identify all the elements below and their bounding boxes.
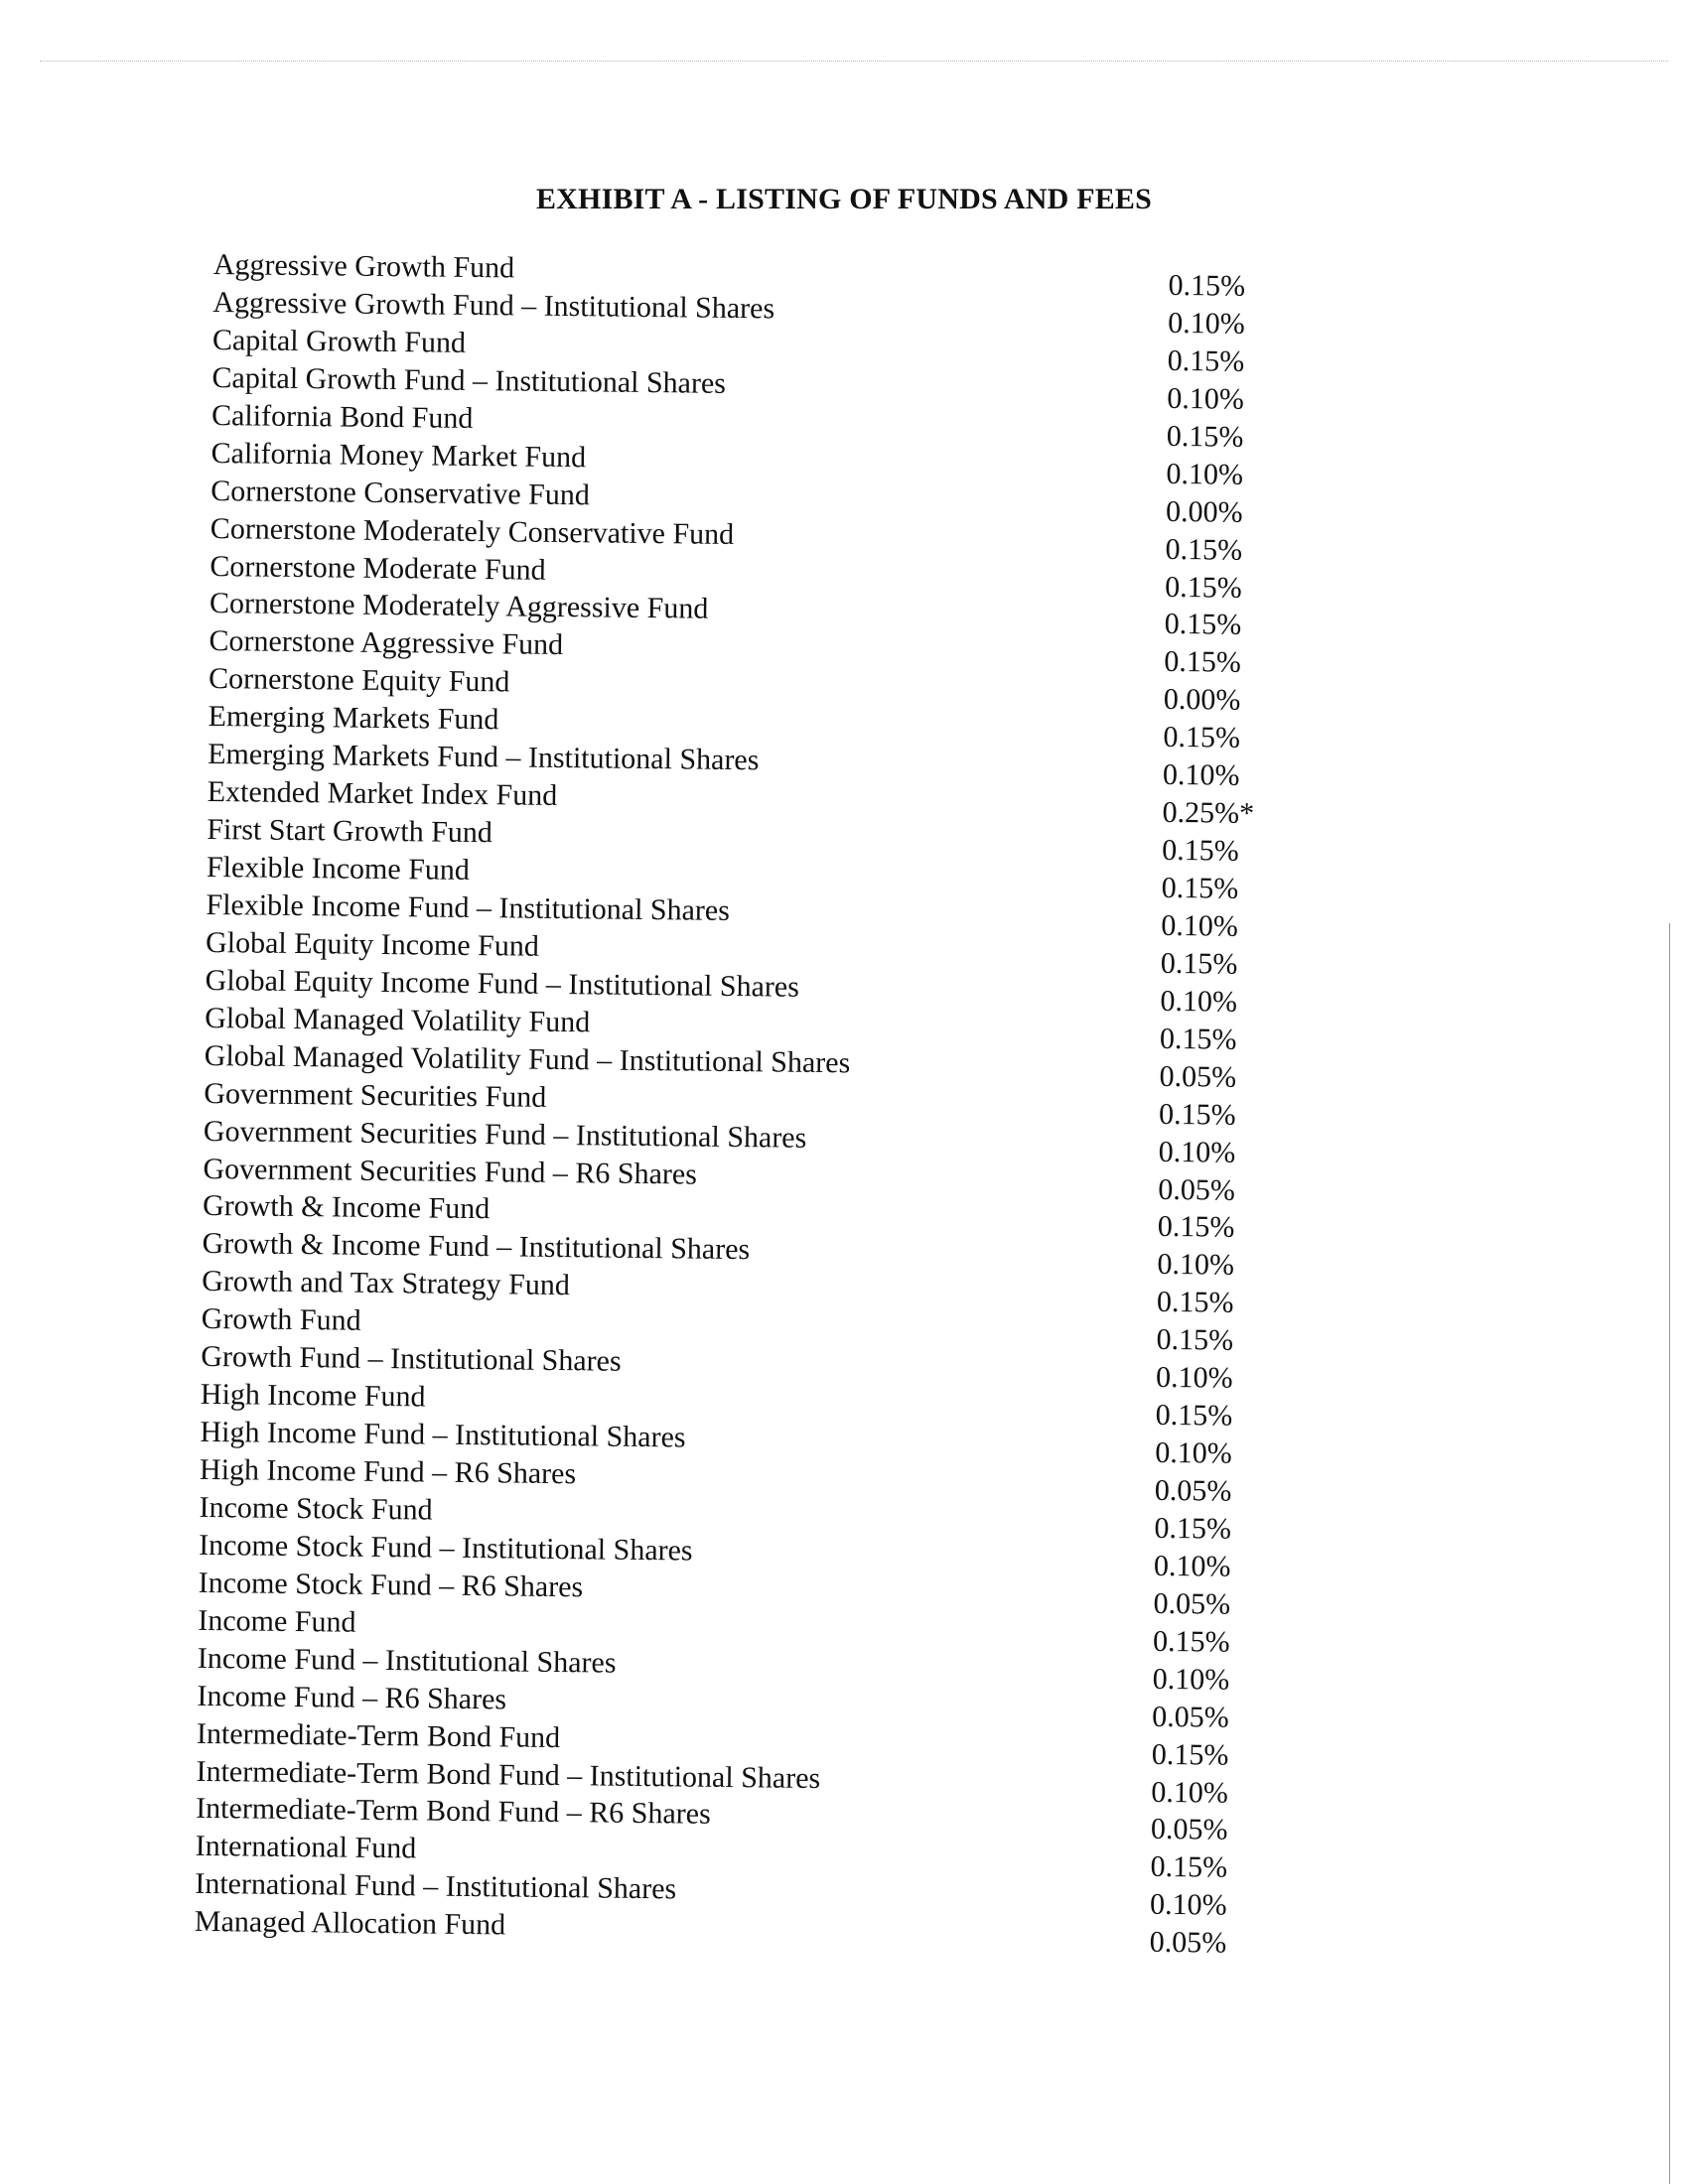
fund-name: Cornerstone Moderately Aggressive Fund xyxy=(209,587,709,626)
fund-fee: 0.15% xyxy=(1158,1097,1236,1132)
fund-name: High Income Fund – Institutional Shares xyxy=(200,1415,686,1454)
fund-fee: 0.15% xyxy=(1167,343,1245,378)
fund-fee: 0.15% xyxy=(1150,1850,1228,1885)
fund-name: International Fund – Institutional Shares xyxy=(195,1867,677,1906)
fund-name: Emerging Markets Fund xyxy=(208,700,499,737)
fund-name: Income Stock Fund – Institutional Shares xyxy=(198,1528,693,1568)
fund-fee: 0.10% xyxy=(1151,1775,1229,1810)
fund-name: Global Managed Volatility Fund xyxy=(205,1001,591,1039)
fund-name: Cornerstone Moderately Conservative Fund xyxy=(210,511,735,551)
fund-fee: 0.15% xyxy=(1152,1624,1230,1659)
fund-fee: 0.15% xyxy=(1165,570,1242,605)
fund-name: Cornerstone Moderate Fund xyxy=(210,549,546,587)
fund-name: Flexible Income Fund – Institutional Shares xyxy=(206,887,731,927)
fund-fee: 0.15% xyxy=(1157,1210,1235,1245)
scan-edge-right xyxy=(1669,923,1670,2184)
fund-name: Capital Growth Fund – Institutional Shares xyxy=(211,360,727,400)
fund-name: Flexible Income Fund xyxy=(206,850,471,887)
fund-fee: 0.10% xyxy=(1161,908,1239,943)
fund-name: Government Securities Fund – R6 Shares xyxy=(203,1152,698,1191)
fund-fee: 0.15% xyxy=(1156,1286,1234,1320)
fund-name: Income Fund – R6 Shares xyxy=(197,1679,507,1716)
fund-fee: 0.05% xyxy=(1154,1473,1232,1508)
fund-fee: 0.00% xyxy=(1163,683,1241,718)
fund-name: Global Equity Income Fund xyxy=(205,925,540,963)
fund-fee: 0.10% xyxy=(1157,1248,1235,1283)
fund-fee: 0.05% xyxy=(1158,1172,1235,1207)
fund-fee: 0.15% xyxy=(1155,1398,1233,1433)
fund-name: Growth & Income Fund – Institutional Shares xyxy=(202,1227,751,1267)
fund-name: Aggressive Growth Fund – Institutional Shares xyxy=(212,285,775,326)
fund-fee: 0.15% xyxy=(1156,1323,1234,1357)
fund-name: Growth and Tax Strategy Fund xyxy=(202,1265,570,1302)
fund-fee: 0.05% xyxy=(1149,1926,1227,1960)
fund-name: Emerging Markets Fund – Institutional Shares xyxy=(208,738,760,777)
fund-name: Income Stock Fund – R6 Shares xyxy=(198,1566,584,1604)
fund-name: High Income Fund xyxy=(200,1378,426,1414)
fund-fee: 0.00% xyxy=(1165,494,1243,529)
fund-name: Cornerstone Aggressive Fund xyxy=(209,624,564,662)
fund-fee: 0.10% xyxy=(1166,457,1244,491)
fund-name: Government Securities Fund xyxy=(204,1076,547,1114)
fund-name: First Start Growth Fund xyxy=(207,813,493,850)
fund-name: Intermediate-Term Bond Fund – Institutional Shares xyxy=(196,1754,821,1795)
fund-fee: 0.10% xyxy=(1158,1135,1236,1169)
fund-fee: 0.15% xyxy=(1154,1511,1232,1546)
fund-fee: 0.10% xyxy=(1153,1549,1231,1583)
fund-name: Extended Market Index Fund xyxy=(207,775,558,813)
fund-fee: 0.15% xyxy=(1161,833,1239,868)
fund-name: Growth Fund xyxy=(201,1302,361,1338)
fund-name: California Bond Fund xyxy=(211,398,474,435)
fund-fee: 0.05% xyxy=(1150,1813,1228,1847)
fund-fee: 0.10% xyxy=(1155,1435,1232,1470)
fund-fee: 0.05% xyxy=(1152,1700,1229,1734)
fund-fee: 0.05% xyxy=(1153,1586,1231,1621)
fund-name: Intermediate-Term Bond Fund xyxy=(196,1716,561,1754)
fund-fee: 0.10% xyxy=(1160,984,1238,1019)
fund-name: Cornerstone Equity Fund xyxy=(208,662,510,699)
fund-fee: 0.15% xyxy=(1164,645,1242,680)
fund-fee: 0.15% xyxy=(1168,268,1246,303)
fund-name: Growth Fund – Institutional Shares xyxy=(201,1340,622,1378)
fund-name: Global Equity Income Fund – Institutional Shares xyxy=(205,963,800,1004)
fund-fee: 0.10% xyxy=(1152,1662,1230,1697)
fund-name: High Income Fund – R6 Shares xyxy=(199,1452,577,1491)
fund-name: Income Stock Fund xyxy=(199,1490,433,1527)
fund-name: Global Managed Volatility Fund – Institutional Shares xyxy=(204,1038,851,1080)
fund-fee: 0.10% xyxy=(1149,1888,1227,1922)
fund-fee: 0.15% xyxy=(1165,532,1243,567)
fund-fee-list xyxy=(194,248,1286,1960)
fund-name: California Money Market Fund xyxy=(211,436,587,474)
fund-name: Income Fund – Institutional Shares xyxy=(197,1641,617,1680)
fund-fee: 0.15% xyxy=(1160,946,1238,981)
fund-fee: 0.25%* xyxy=(1162,796,1255,831)
fund-name: Capital Growth Fund xyxy=(211,323,467,359)
fund-name: Growth & Income Fund xyxy=(202,1189,491,1226)
page-title: EXHIBIT A - LISTING OF FUNDS AND FEES xyxy=(535,183,1153,215)
fund-name: International Fund xyxy=(195,1830,417,1865)
fund-fee: 0.15% xyxy=(1163,721,1241,755)
fund-fee: 0.15% xyxy=(1161,871,1239,905)
fund-fee: 0.10% xyxy=(1167,381,1245,416)
fund-fee: 0.10% xyxy=(1168,306,1245,341)
fund-name: Cornerstone Conservative Fund xyxy=(211,474,591,511)
fund-fee: 0.15% xyxy=(1159,1022,1237,1056)
fund-fee: 0.15% xyxy=(1164,608,1242,642)
scan-edge-top xyxy=(40,61,1668,62)
fund-fee: 0.10% xyxy=(1155,1361,1233,1395)
fund-fee: 0.05% xyxy=(1159,1059,1237,1094)
fund-fee: 0.10% xyxy=(1162,758,1240,792)
fund-name: Managed Allocation Fund xyxy=(194,1905,506,1942)
fund-name: Intermediate-Term Bond Fund – R6 Shares xyxy=(195,1792,711,1832)
fund-name: Aggressive Growth Fund xyxy=(212,248,515,285)
fund-fee: 0.15% xyxy=(1151,1737,1229,1772)
fund-name: Government Securities Fund – Institutional Shares xyxy=(203,1114,807,1155)
fund-name: Income Fund xyxy=(198,1603,356,1639)
fund-fee: 0.15% xyxy=(1166,419,1244,454)
